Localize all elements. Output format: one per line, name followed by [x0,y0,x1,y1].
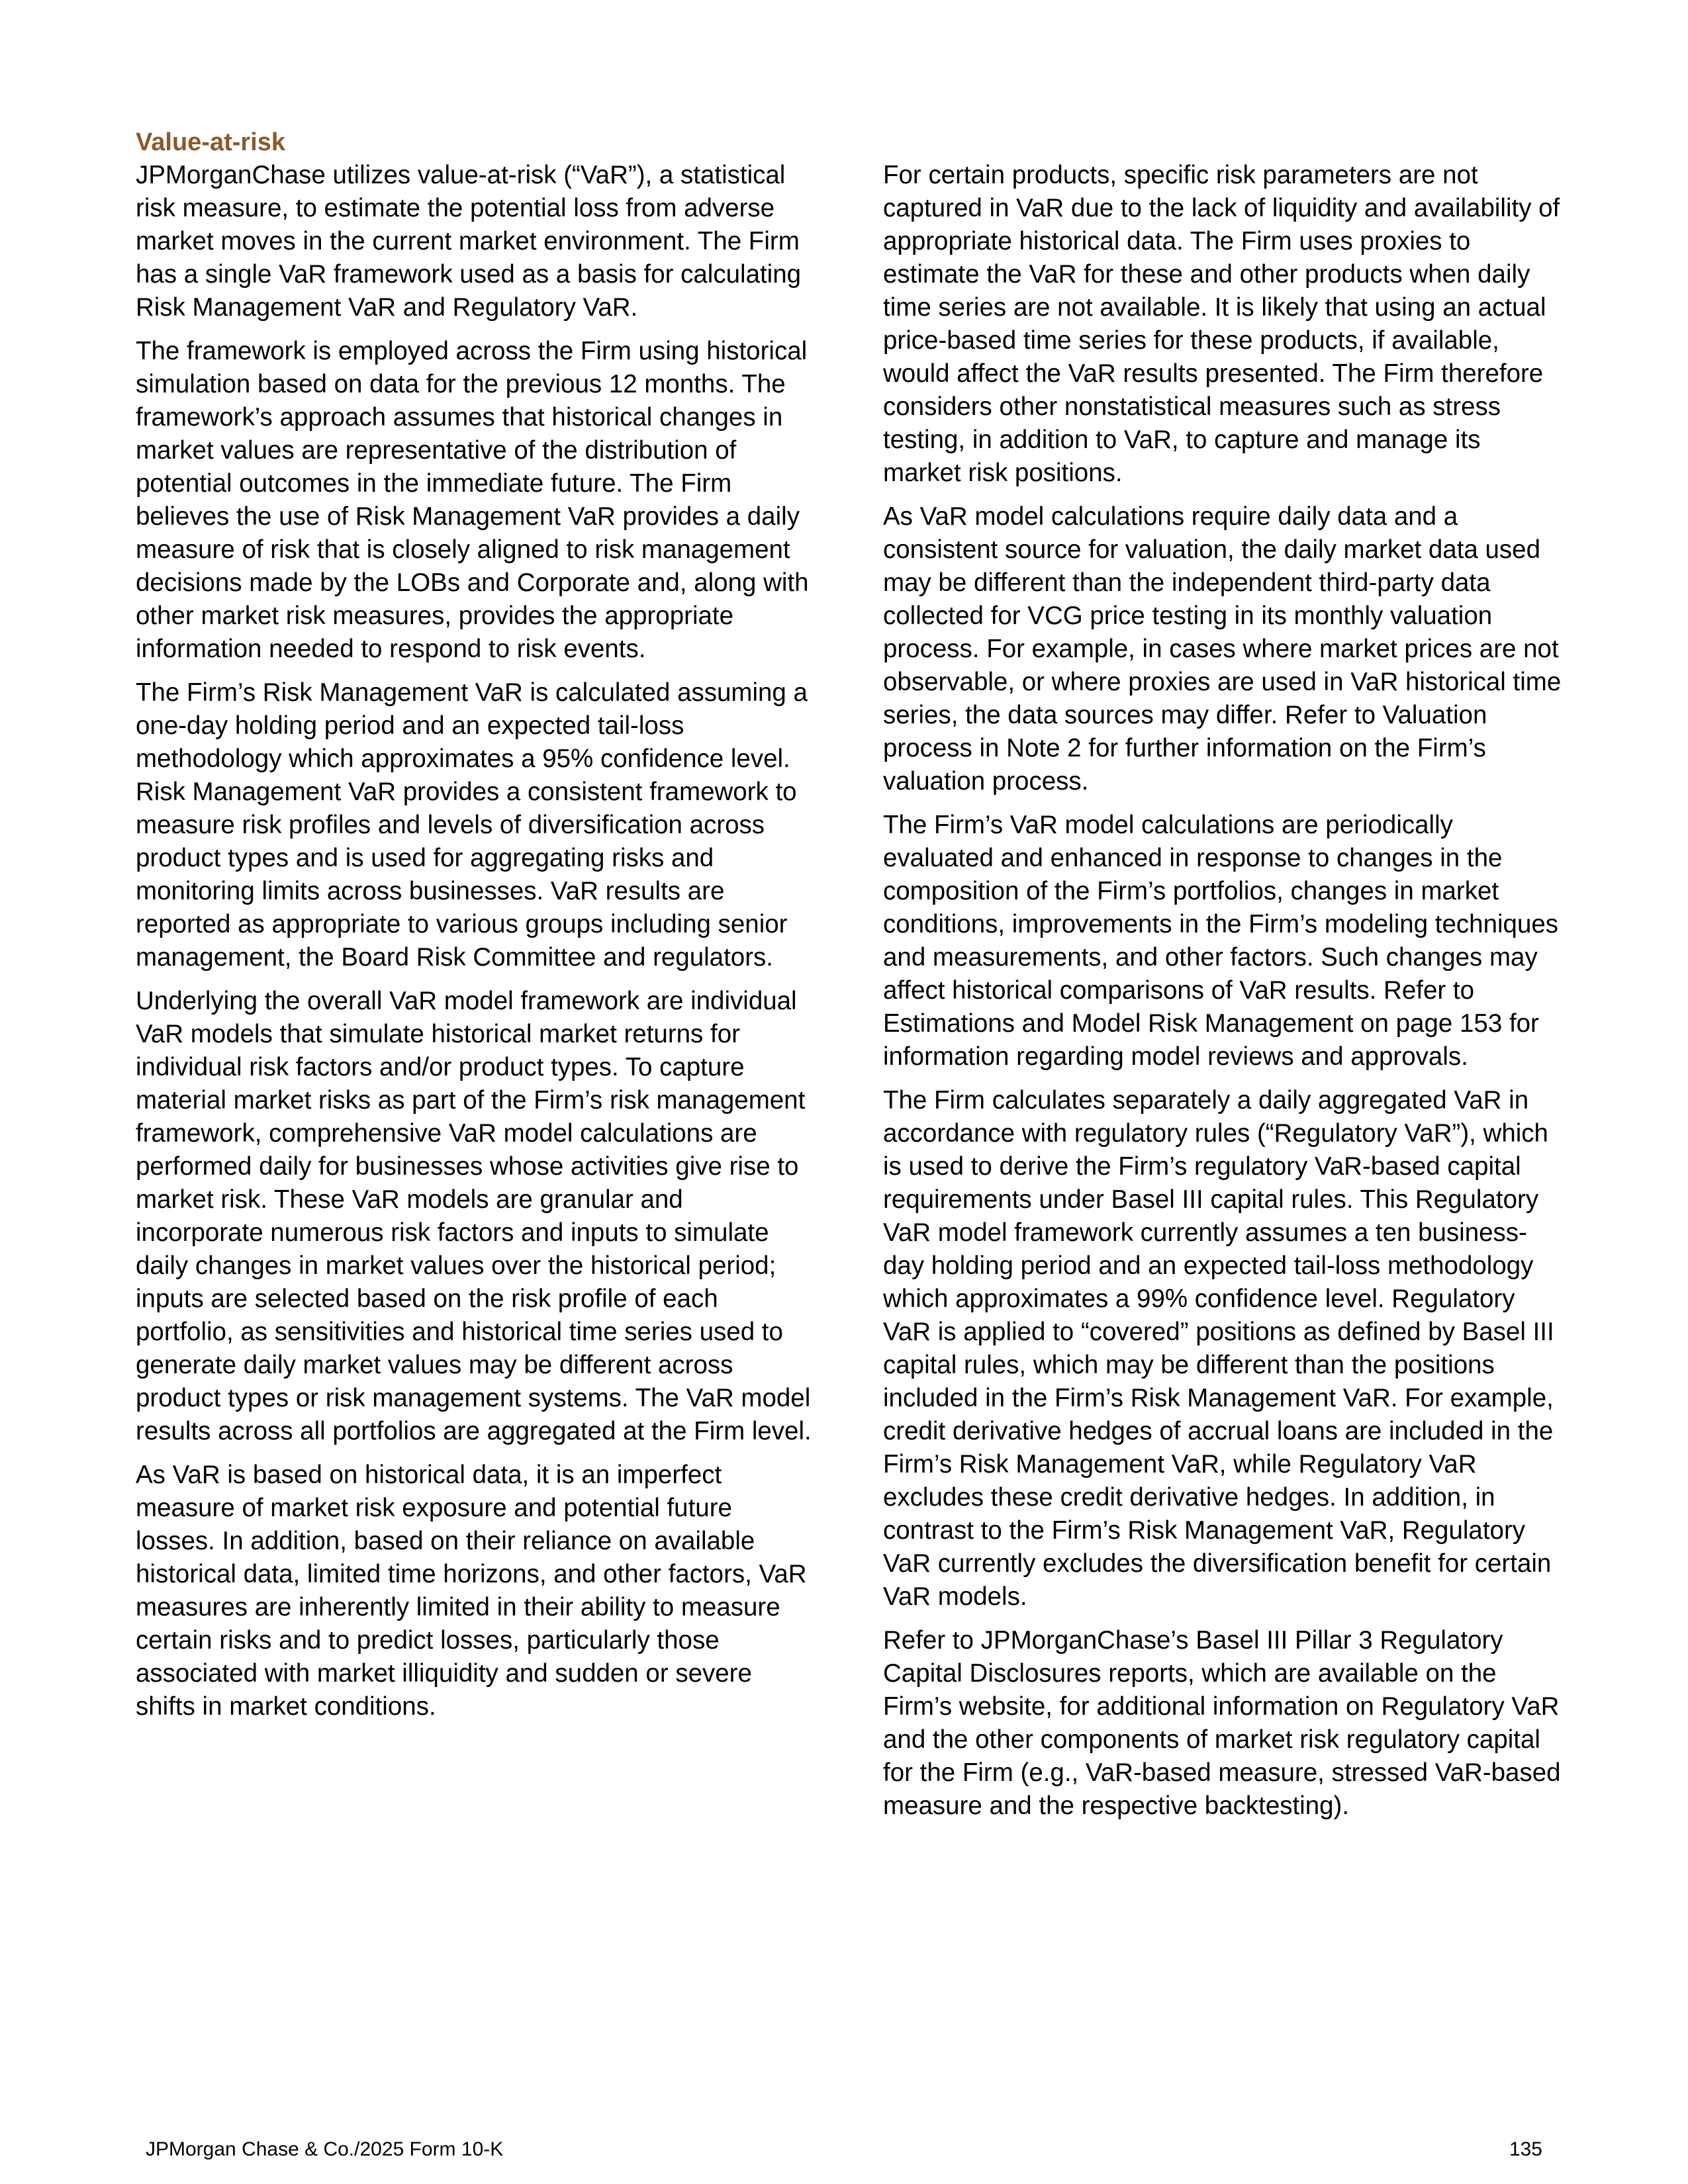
paragraph-pillar-3-reference: Refer to JPMorganChase’s Basel III Pillar 3 Regulatory Capital Disclosures reports, which are available on the Firm’s website, for additional information on Regulatory VaR and the other components of market risk regulatory capital for the Firm (e.g., VaR-based measure, stressed VaR-based measure and the respective backtesting). [883,1626,1561,1820]
paragraph-risk-management-var: The Firm’s Risk Management VaR is calculated assuming a one-day holding period and an expected tail-loss methodology which approximates a 95% confidence level. Risk Management VaR provides a consistent framework to measure risk profiles and levels of diversification across product types and is used for aggregating risks and monitoring limits across businesses. VaR results are reported as appropriate to various groups including senior management, the Board Risk Committee and regulators. [136,678,808,972]
paragraph-proxies: For certain products, specific risk parameters are not captured in VaR due to the lack of liquidity and availability of appropriate historical data. The Firm uses proxies to estimate the VaR for these and other products when daily time series are not available. It is likely that using an actual price-based time series for these products, if available, would affect the VaR results presented. The Firm therefore considers other nonstatistical measures such as stress testing, in addition to VaR, to capture and manage its market risk positions. [883,161,1560,487]
right-column [883,159,1562,1833]
paragraph-market-data-sources: As VaR model calculations require daily data and a consistent source for valuation, the daily market data used may be different than the independent third-party data collected for VCG price testing in its monthly valuation process. For example, in cases where market prices are not observable, or where proxies are used in VaR historical time series, the data sources may differ. Refer to Valuation process in Note 2 for further information on the Firm’s valuation process. [883,502,1562,796]
footer-document-title: JPMorgan Chase & Co./2025 Form 10-K [146,2138,504,2160]
paragraph-framework-historical-simulation: The framework is employed across the Firm using historical simulation based on data for the previous 12 months. The framework’s approach assumes that historical changes in market values are representative of the distribution of potential outcomes in the immediate future. The Firm believes the use of Risk Management VaR provides a daily measure of risk that is closely aligned to risk management decisions made by the LOBs and Corporate and, along with other market risk measures, provides the appropriate information needed to respond to risk events. [136,337,809,663]
paragraph-regulatory-var: The Firm calculates separately a daily aggregated VaR in accordance with regulatory rules (“Regulatory VaR”), which is used to derive the Firm’s regulatory VaR-based capital requirements under Basel III capital rules. This Regulatory VaR model framework currently assumes a ten business-day holding period and an expected tail-loss methodology which approximates a 99% confidence level. Regulatory VaR is applied to “covered” positions as defined by Basel III capital rules, which may be different than the positions included in the Firm’s Risk Management VaR. For example, credit derivative hedges of accrual loans are included in the Firm’s Risk Management VaR, while Regulatory VaR excludes these credit derivative hedges. In addition, in contrast to the Firm’s Risk Management VaR, Regulatory VaR currently excludes the diversification benefit for certain VaR models. [883,1086,1554,1611]
paragraph-individual-var-models: Underlying the overall VaR model framework are individual VaR models that simulate historical market returns for individual risk factors and/or product types. To capture material market risks as part of the Firm’s risk management framework, comprehensive VaR model calculations are performed daily for businesses whose activities give rise to market risk. These VaR models are granular and incorporate numerous risk factors and inputs to simulate daily changes in market values over the historical period; inputs are selected based on the risk profile of each portfolio, as sensitivities and historical time series used to generate daily market values may be different across product types or risk management systems. The VaR model results across all portfolios are aggregated at the Firm level. [136,987,812,1445]
page-number: 135 [1509,2138,1542,2160]
paragraph-var-limitations: As VaR is based on historical data, it is an imperfect measure of market risk exposure and potential future losses. In addition, based on their reliance on available historical data, limited time horizons, and other factors, VaR measures are inherently limited in their ability to measure certain risks and to predict losses, particularly those associated with market illiquidity and sudden or severe shifts in market conditions. [136,1461,807,1721]
section-heading: Value-at-risk [136,128,285,156]
paragraph-model-enhancements: The Firm’s VaR model calculations are periodically evaluated and enhanced in response to changes in the composition of the Firm’s portfolios, changes in market conditions, improvements in the Firm’s modeling techniques and measurements, and other factors. Such changes may affect historical comparisons of VaR results. Refer to Estimations and Model Risk Management on page 153 for information regarding model reviews and approvals. [883,811,1559,1071]
paragraph-var-definition: JPMorganChase utilizes value-at-risk (“VaR”), a statistical risk measure, to estimate the potential loss from adverse market moves in the current market environment. The Firm has a single VaR framework used as a basis for calculating Risk Management VaR and Regulatory VaR. [136,161,802,322]
left-column [136,126,815,1734]
